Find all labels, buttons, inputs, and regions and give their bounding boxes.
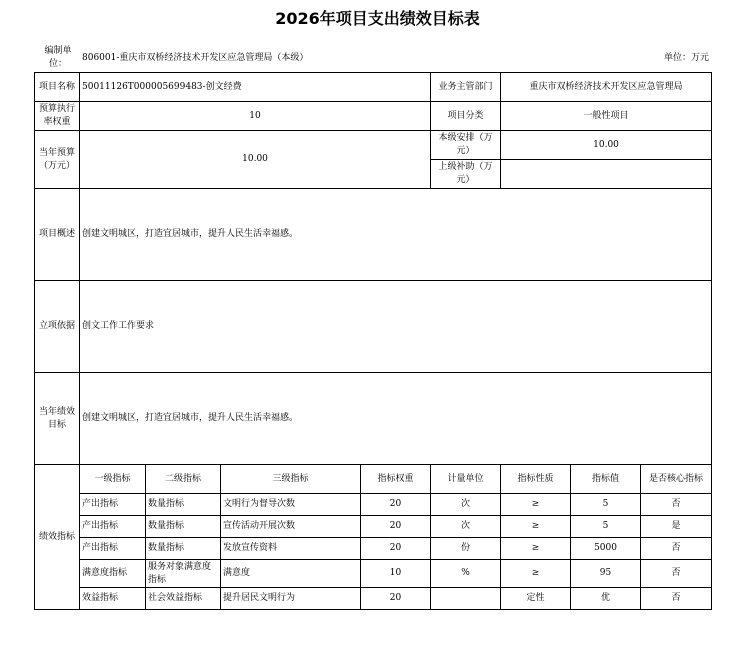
- cell-level1: 效益指标: [80, 588, 146, 610]
- cell-nature: 定性: [501, 588, 571, 610]
- performance-table: [34, 72, 712, 610]
- cell-nature: ≥: [501, 560, 571, 588]
- cell-nature: ≥: [501, 516, 571, 538]
- cell-level3: 提升居民文明行为: [221, 588, 361, 610]
- local-value: 10.00: [501, 131, 712, 160]
- currency-label: 单位：万元: [663, 53, 709, 63]
- cell-level1: 产出指标: [80, 494, 146, 516]
- table-row: [35, 588, 712, 610]
- cell-unit: [431, 588, 501, 610]
- cell-level3: 宣传活动开展次数: [221, 516, 361, 538]
- local-label: 本级安排（万元）: [431, 131, 501, 160]
- cell-core: 否: [641, 538, 712, 560]
- cell-level1: 产出指标: [80, 516, 146, 538]
- col-header-weight: 指标权重: [361, 465, 431, 494]
- cell-weight: 20: [361, 588, 431, 610]
- cell-value: 5: [571, 494, 641, 516]
- overview-value: 创建文明城区，打造宜居城市，提升人民生活幸福感。: [80, 189, 712, 281]
- col-header-value: 指标值: [571, 465, 641, 494]
- budget-row: [35, 131, 712, 160]
- cell-level2: 数量指标: [146, 516, 221, 538]
- cell-value: 95: [571, 560, 641, 588]
- basis-value: 创文工作工作要求: [80, 281, 712, 373]
- table-row: [35, 560, 712, 588]
- subsidy-label: 上级补助（万元）: [431, 160, 501, 189]
- weight-value: 10: [80, 102, 431, 131]
- basis-label: 立项依据: [35, 281, 80, 373]
- cell-level2: 数量指标: [146, 494, 221, 516]
- cell-core: 是: [641, 516, 712, 538]
- table-row: [35, 516, 712, 538]
- cell-value: 优: [571, 588, 641, 610]
- cell-level2: 社会效益指标: [146, 588, 221, 610]
- indicator-header-row: [35, 465, 712, 494]
- cell-level3: 文明行为督导次数: [221, 494, 361, 516]
- unit-label: 编制单位：: [44, 46, 72, 69]
- indicators-label: 绩效指标: [35, 465, 80, 610]
- col-header-core: 是否核心指标: [641, 465, 712, 494]
- goal-label: 当年绩效目标: [35, 373, 80, 465]
- project-name-value: 50011126T000005699483-创文经费: [80, 73, 431, 102]
- unit-value: 806001-重庆市双桥经济技术开发区应急管理局（本级）: [82, 53, 309, 63]
- cell-level1: 满意度指标: [80, 560, 146, 588]
- cell-level1: 产出指标: [80, 538, 146, 560]
- overview-label: 项目概述: [35, 189, 80, 281]
- basis-row: [35, 281, 712, 373]
- cell-weight: 20: [361, 494, 431, 516]
- cell-core: 否: [641, 560, 712, 588]
- cell-nature: ≥: [501, 494, 571, 516]
- cell-value: 5: [571, 516, 641, 538]
- project-name-row: [35, 73, 712, 102]
- cell-weight: 20: [361, 516, 431, 538]
- cell-nature: ≥: [501, 538, 571, 560]
- cell-level3: 发放宣传资料: [221, 538, 361, 560]
- cell-level3: 满意度: [221, 560, 361, 588]
- col-header-unit: 计量单位: [431, 465, 501, 494]
- table-row: [35, 494, 712, 516]
- budget-label: 当年预算（万元）: [35, 131, 80, 189]
- page-title: 2026年项目支出绩效目标表: [275, 9, 480, 28]
- cell-unit: 份: [431, 538, 501, 560]
- category-value: 一般性项目: [501, 102, 712, 131]
- cell-level2: 数量指标: [146, 538, 221, 560]
- cell-level2: 服务对象满意度指标: [146, 560, 221, 588]
- overview-row: [35, 189, 712, 281]
- cell-weight: 20: [361, 538, 431, 560]
- col-header-level3: 三级指标: [221, 465, 361, 494]
- cell-value: 5000: [571, 538, 641, 560]
- cell-core: 否: [641, 494, 712, 516]
- goal-value: 创建文明城区，打造宜居城市，提升人民生活幸福感。: [80, 373, 712, 465]
- weight-row: [35, 102, 712, 131]
- category-label: 项目分类: [431, 102, 501, 131]
- table-row: [35, 538, 712, 560]
- goal-row: [35, 373, 712, 465]
- weight-label: 预算执行率权重: [35, 102, 80, 131]
- budget-value: 10.00: [80, 131, 431, 189]
- col-header-level1: 一级指标: [80, 465, 146, 494]
- cell-unit: %: [431, 560, 501, 588]
- subsidy-value: [501, 160, 712, 189]
- cell-unit: 次: [431, 494, 501, 516]
- cell-core: 否: [641, 588, 712, 610]
- col-header-nature: 指标性质: [501, 465, 571, 494]
- col-header-level2: 二级指标: [146, 465, 221, 494]
- dept-label: 业务主管部门: [431, 73, 501, 102]
- cell-unit: 次: [431, 516, 501, 538]
- cell-weight: 10: [361, 560, 431, 588]
- project-name-label: 项目名称: [35, 73, 80, 102]
- dept-value: 重庆市双桥经济技术开发区应急管理局: [501, 73, 712, 102]
